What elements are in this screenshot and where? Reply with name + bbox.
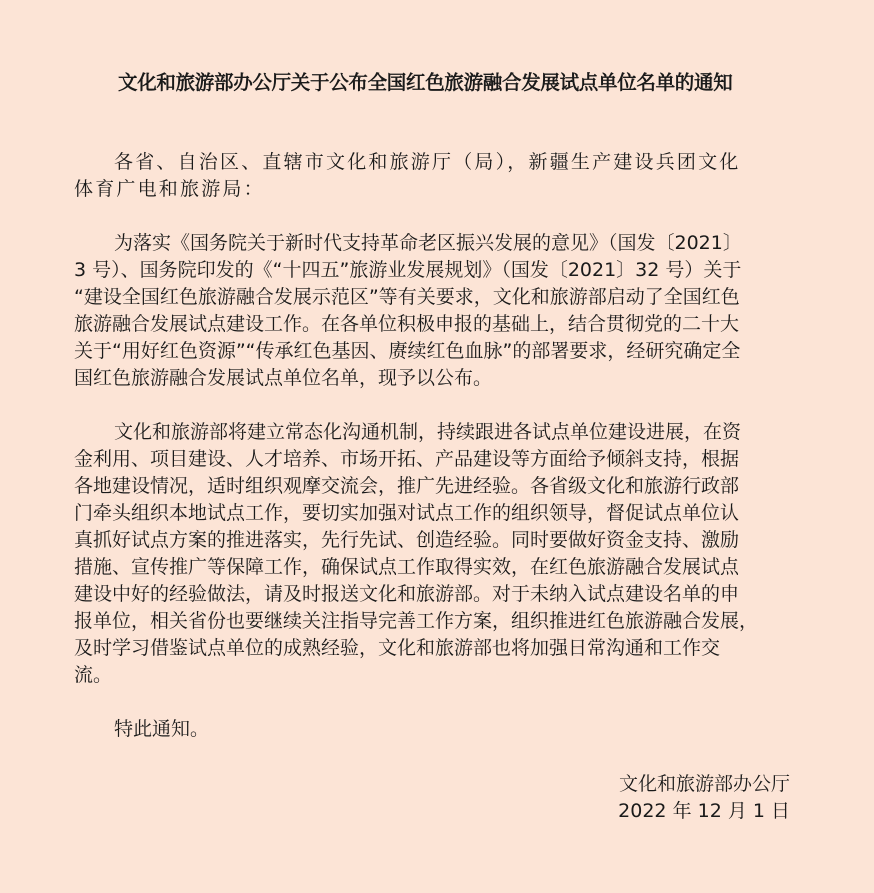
paragraph-line: 国红色旅游融合发展试点单位名单，现予以公布。 bbox=[74, 367, 493, 389]
issue-date: 2022 年 12 月 1 日 bbox=[618, 800, 790, 822]
paragraph-line: 文化和旅游部将建立常态化沟通机制，持续跟进各试点单位建设进展，在资 bbox=[114, 421, 742, 443]
paragraph-line: 门牵头组织本地试点工作，要切实加强对试点工作的组织领导，督促试点单位认 bbox=[74, 502, 740, 524]
paragraph-line: 旅游融合发展试点建设工作。在各单位积极申报的基础上，结合贯彻党的二十大 bbox=[74, 313, 740, 335]
issuer-name: 文化和旅游部办公厅 bbox=[618, 773, 790, 795]
paragraph-line: 关于“用好红色资源”“传承红色基因、赓续红色血脉”的部署要求，经研究确定全 bbox=[74, 340, 741, 362]
paragraph-line: 流。 bbox=[74, 664, 113, 686]
paragraph-line: 措施、宣传推广等保障工作，确保试点工作取得实效，在红色旅游融合发展试点 bbox=[74, 556, 740, 578]
paragraph-closing bbox=[74, 716, 794, 743]
paragraph-line: 3 号）、国务院印发的《“十四五”旅游业发展规划》（国发〔2021〕32 号）关于 bbox=[74, 259, 742, 281]
salutation bbox=[74, 149, 794, 203]
paragraph-line: 报单位，相关省份也要继续关注指导完善工作方案，组织推进红色旅游融合发展， bbox=[74, 610, 759, 632]
paragraph-line: 真抓好试点方案的推进落实，先行先试、创造经验。同时要做好资金支持、激励 bbox=[74, 529, 740, 551]
paragraph-line: 金利用、项目建设、人才培养、市场开拓、产品建设等方面给予倾斜支持，根据 bbox=[74, 448, 740, 470]
paragraph-2 bbox=[74, 419, 794, 689]
paragraph-line: “建设全国红色旅游融合发展示范区”等有关要求，文化和旅游部启动了全国红色 bbox=[74, 286, 740, 308]
salutation-line: 体育广电和旅游局： bbox=[74, 178, 265, 200]
closing-line: 特此通知。 bbox=[114, 718, 210, 740]
signature-block bbox=[618, 771, 790, 825]
paragraph-line: 及时学习借鉴试点单位的成熟经验，文化和旅游部也将加强日常沟通和工作交 bbox=[74, 637, 721, 659]
paragraph-line: 为落实《国务院关于新时代支持革命老区振兴发展的意见》（国发〔2021〕 bbox=[114, 232, 742, 254]
document-title: 文化和旅游部办公厅关于公布全国红色旅游融合发展试点单位名单的通知 bbox=[118, 71, 733, 94]
paragraph-line: 各地建设情况，适时组织观摩交流会，推广先进经验。各省级文化和旅游行政部 bbox=[74, 475, 740, 497]
paragraph-1 bbox=[74, 230, 794, 392]
paragraph-line: 建设中好的经验做法，请及时报送文化和旅游部。对于未纳入试点建设名单的申 bbox=[74, 583, 740, 605]
salutation-line: 各省、自治区、直辖市文化和旅游厅（局），新疆生产建设兵团文化 bbox=[114, 151, 741, 173]
